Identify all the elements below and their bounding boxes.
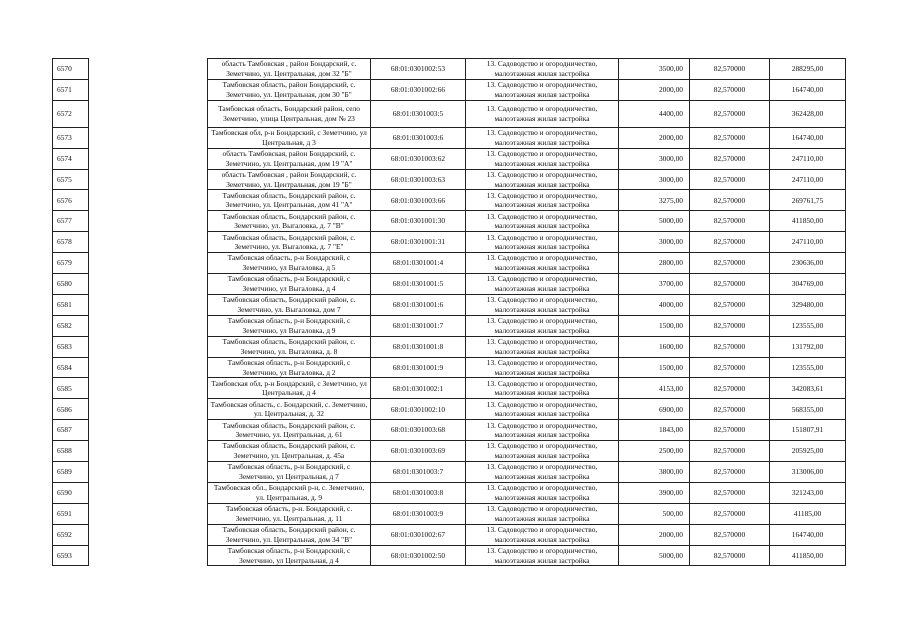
- address-cell: Тамбовская область, Бондарский район, с. Земетчино, ул. Выгаловка, дом 7: [208, 294, 371, 315]
- row-number-cell: 6572: [53, 100, 89, 127]
- cadastral-value-cell: 164740,00: [770, 79, 846, 100]
- area-cell: 3000,00: [619, 148, 690, 169]
- specific-value-cell: 82,570000: [690, 420, 770, 441]
- land-use-cell: 13. Садоводство и огородничество, малоэтажная жилая застройка: [466, 545, 619, 566]
- specific-value-cell: 82,570000: [690, 315, 770, 336]
- empty-cell: [89, 441, 208, 462]
- row-number-cell: 6576: [53, 190, 89, 211]
- row-number-cell: 6583: [53, 336, 89, 357]
- empty-cell: [89, 79, 208, 100]
- area-cell: 1500,00: [619, 315, 690, 336]
- cadastral-number-cell: 68:01:0301001:9: [371, 357, 466, 378]
- specific-value-cell: 82,570000: [690, 357, 770, 378]
- cadastral-number-cell: 68:01:0301003:69: [371, 441, 466, 462]
- area-cell: 2500,00: [619, 441, 690, 462]
- table-row: [53, 253, 846, 274]
- cadastral-number-cell: 68:01:0301003:68: [371, 420, 466, 441]
- table-row: [53, 482, 846, 503]
- area-cell: 2000,00: [619, 524, 690, 545]
- row-number-cell: 6590: [53, 482, 89, 503]
- cadastral-number-cell: 68:01:0301001:8: [371, 336, 466, 357]
- specific-value-cell: 82,570000: [690, 482, 770, 503]
- area-cell: 2000,00: [619, 79, 690, 100]
- address-cell: область Тамбовская , район Бондарский, с. Земетчино, ул. Центральная, дом 19 "Б": [208, 169, 371, 190]
- address-cell: Тамбовская область, Бондарский район, с. Земетчино, ул. Центральная, д. 45а: [208, 441, 371, 462]
- specific-value-cell: 82,570000: [690, 336, 770, 357]
- empty-cell: [89, 462, 208, 483]
- row-number-cell: 6578: [53, 232, 89, 253]
- row-number-cell: 6577: [53, 211, 89, 232]
- cadastral-value-cell: 411850,00: [770, 211, 846, 232]
- table-row: [53, 127, 846, 148]
- land-use-cell: 13. Садоводство и огородничество, малоэтажная жилая застройка: [466, 232, 619, 253]
- empty-cell: [89, 336, 208, 357]
- row-number-cell: 6571: [53, 79, 89, 100]
- empty-cell: [89, 378, 208, 399]
- cadastral-value-cell: 230636,00: [770, 253, 846, 274]
- cadastral-value-cell: 304769,00: [770, 274, 846, 295]
- address-cell: Тамбовская область, Бондарский район, с. Земетчино, ул. Центральная, д. 61: [208, 420, 371, 441]
- table-row: [53, 100, 846, 127]
- row-number-cell: 6570: [53, 59, 89, 80]
- row-number-cell: 6582: [53, 315, 89, 336]
- specific-value-cell: 82,570000: [690, 545, 770, 566]
- row-number-cell: 6593: [53, 545, 89, 566]
- empty-cell: [89, 169, 208, 190]
- empty-cell: [89, 59, 208, 80]
- cadastral-value-cell: 411850,00: [770, 545, 846, 566]
- area-cell: 3700,00: [619, 274, 690, 295]
- address-cell: Тамбовская область, Бондарский район, с. Земетчино, ул. Выгаловка, д. 7 "В": [208, 211, 371, 232]
- cadastral-number-cell: 68:01:0301002:67: [371, 524, 466, 545]
- area-cell: 5000,00: [619, 211, 690, 232]
- empty-cell: [89, 127, 208, 148]
- land-use-cell: 13. Садоводство и огородничество, малоэтажная жилая застройка: [466, 441, 619, 462]
- empty-cell: [89, 524, 208, 545]
- cadastral-value-cell: 164740,00: [770, 127, 846, 148]
- land-use-cell: 13. Садоводство и огородничество, малоэтажная жилая застройка: [466, 378, 619, 399]
- area-cell: 2000,00: [619, 127, 690, 148]
- empty-cell: [89, 399, 208, 420]
- land-use-cell: 13. Садоводство и огородничество, малоэтажная жилая застройка: [466, 482, 619, 503]
- cadastral-value-cell: 151807,91: [770, 420, 846, 441]
- address-cell: Тамбовская обл., Бондарский р-н, с. Земетчино, ул. Центральная, д. 9: [208, 482, 371, 503]
- cadastral-value-cell: 288295,00: [770, 59, 846, 80]
- table-row: [53, 378, 846, 399]
- table-row: [53, 524, 846, 545]
- address-cell: Тамбовская область, р-н Бондарский, с Земетчино, ул Выгаловка, д 2: [208, 357, 371, 378]
- area-cell: 1600,00: [619, 336, 690, 357]
- cadastral-number-cell: 68:01:0301003:5: [371, 100, 466, 127]
- address-cell: Тамбовская область, р-н Бондарский, с Земетчино, ул Выгаловка, д 9: [208, 315, 371, 336]
- row-number-cell: 6575: [53, 169, 89, 190]
- empty-cell: [89, 545, 208, 566]
- area-cell: 1843,00: [619, 420, 690, 441]
- area-cell: 3800,00: [619, 462, 690, 483]
- table-row: [53, 315, 846, 336]
- empty-cell: [89, 274, 208, 295]
- cadastral-value-cell: 164740,00: [770, 524, 846, 545]
- cadastral-number-cell: 68:01:0301002:53: [371, 59, 466, 80]
- cadastral-value-cell: 123555,00: [770, 315, 846, 336]
- area-cell: 1500,00: [619, 357, 690, 378]
- land-use-cell: 13. Садоводство и огородничество, малоэтажная жилая застройка: [466, 169, 619, 190]
- cadastral-value-cell: 247110,00: [770, 148, 846, 169]
- cadastral-number-cell: 68:01:0301003:62: [371, 148, 466, 169]
- empty-cell: [89, 190, 208, 211]
- specific-value-cell: 82,570000: [690, 127, 770, 148]
- address-cell: Тамбовская область, Бондарский район, село Земетчино, улица Центральная, дом № 23: [208, 100, 371, 127]
- land-use-cell: 13. Садоводство и огородничество, малоэтажная жилая застройка: [466, 399, 619, 420]
- row-number-cell: 6587: [53, 420, 89, 441]
- area-cell: 3500,00: [619, 59, 690, 80]
- land-use-cell: 13. Садоводство и огородничество, малоэтажная жилая застройка: [466, 79, 619, 100]
- area-cell: 2800,00: [619, 253, 690, 274]
- cadastral-number-cell: 68:01:0301001:4: [371, 253, 466, 274]
- specific-value-cell: 82,570000: [690, 79, 770, 100]
- address-cell: Тамбовская обл, р-н Бондарский, с Земетчино, ул Центральная, д 3: [208, 127, 371, 148]
- specific-value-cell: 82,570000: [690, 59, 770, 80]
- table-row: [53, 399, 846, 420]
- row-number-cell: 6584: [53, 357, 89, 378]
- address-cell: Тамбовская область, Бондарский район, с. Земетчино, ул. Выгаловка, д. 7 "Е": [208, 232, 371, 253]
- table-row: [53, 190, 846, 211]
- specific-value-cell: 82,570000: [690, 274, 770, 295]
- land-use-cell: 13. Садоводство и огородничество, малоэтажная жилая застройка: [466, 420, 619, 441]
- cadastral-number-cell: 68:01:0301002:50: [371, 545, 466, 566]
- cadastral-number-cell: 68:01:0301002:66: [371, 79, 466, 100]
- land-use-cell: 13. Садоводство и огородничество, малоэтажная жилая застройка: [466, 336, 619, 357]
- specific-value-cell: 82,570000: [690, 232, 770, 253]
- row-number-cell: 6588: [53, 441, 89, 462]
- row-number-cell: 6580: [53, 274, 89, 295]
- empty-cell: [89, 503, 208, 524]
- table-row: [53, 420, 846, 441]
- specific-value-cell: 82,570000: [690, 399, 770, 420]
- address-cell: Тамбовская область, район Бондарский, с. Земетчино, ул. Центральная, дом 30 "Б": [208, 79, 371, 100]
- specific-value-cell: 82,570000: [690, 294, 770, 315]
- cadastral-number-cell: 68:01:0301001:5: [371, 274, 466, 295]
- cadastral-value-table: [52, 58, 846, 566]
- table-row: [53, 503, 846, 524]
- specific-value-cell: 82,570000: [690, 211, 770, 232]
- row-number-cell: 6581: [53, 294, 89, 315]
- cadastral-value-cell: 123555,00: [770, 357, 846, 378]
- specific-value-cell: 82,570000: [690, 503, 770, 524]
- row-number-cell: 6579: [53, 253, 89, 274]
- land-use-cell: 13. Садоводство и огородничество, малоэтажная жилая застройка: [466, 524, 619, 545]
- cadastral-value-cell: 41185,00: [770, 503, 846, 524]
- address-cell: Тамбовская область, р-н Бондарский, с Земетчино, ул Выгаловка, д 5: [208, 253, 371, 274]
- address-cell: Тамбовская область, р-н. Бондарский, с. Земетчино, ул. Центральная, д. 11: [208, 503, 371, 524]
- table-row: [53, 211, 846, 232]
- cadastral-number-cell: 68:01:0301003:7: [371, 462, 466, 483]
- specific-value-cell: 82,570000: [690, 253, 770, 274]
- row-number-cell: 6592: [53, 524, 89, 545]
- cadastral-value-cell: 329480,00: [770, 294, 846, 315]
- table-row: [53, 169, 846, 190]
- table-row: [53, 274, 846, 295]
- address-cell: Тамбовская область, р-н Бондарский, с Земетчино, ул Центральная, д 7: [208, 462, 371, 483]
- area-cell: 5000,00: [619, 545, 690, 566]
- area-cell: 4000,00: [619, 294, 690, 315]
- land-use-cell: 13. Садоводство и огородничество, малоэтажная жилая застройка: [466, 294, 619, 315]
- cadastral-number-cell: 68:01:0301003:66: [371, 190, 466, 211]
- land-use-cell: 13. Садоводство и огородничество, малоэтажная жилая застройка: [466, 190, 619, 211]
- cadastral-value-cell: 342083,61: [770, 378, 846, 399]
- row-number-cell: 6574: [53, 148, 89, 169]
- empty-cell: [89, 315, 208, 336]
- empty-cell: [89, 232, 208, 253]
- address-cell: Тамбовская область, Бондарский район, с. Земетчино, ул. Центральная, дом 41 "А": [208, 190, 371, 211]
- address-cell: Тамбовская область, Бондарский район, с. Земетчино, ул. Центральная, дом 34 "В": [208, 524, 371, 545]
- table-row: [53, 232, 846, 253]
- table-row: [53, 59, 846, 80]
- address-cell: Тамбовская область, р-н Бондарский, с Земетчино, ул Центральная, д 4: [208, 545, 371, 566]
- specific-value-cell: 82,570000: [690, 524, 770, 545]
- table-row: [53, 79, 846, 100]
- area-cell: 3900,00: [619, 482, 690, 503]
- area-cell: 3275,00: [619, 190, 690, 211]
- empty-cell: [89, 357, 208, 378]
- specific-value-cell: 82,570000: [690, 378, 770, 399]
- empty-cell: [89, 148, 208, 169]
- specific-value-cell: 82,570000: [690, 169, 770, 190]
- land-use-cell: 13. Садоводство и огородничество, малоэтажная жилая застройка: [466, 100, 619, 127]
- land-use-cell: 13. Садоводство и огородничество, малоэтажная жилая застройка: [466, 127, 619, 148]
- cadastral-value-cell: 247110,00: [770, 232, 846, 253]
- row-number-cell: 6591: [53, 503, 89, 524]
- table-row: [53, 357, 846, 378]
- cadastral-number-cell: 68:01:0301001:6: [371, 294, 466, 315]
- cadastral-value-cell: 131792,00: [770, 336, 846, 357]
- cadastral-value-cell: 247110,00: [770, 169, 846, 190]
- address-cell: область Тамбовская , район Бондарский, с. Земетчино, ул. Центральная, дом 32 "Б": [208, 59, 371, 80]
- land-use-cell: 13. Садоводство и огородничество, малоэтажная жилая застройка: [466, 357, 619, 378]
- land-use-cell: 13. Садоводство и огородничество, малоэтажная жилая застройка: [466, 503, 619, 524]
- cadastral-number-cell: 68:01:0301002:1: [371, 378, 466, 399]
- land-use-cell: 13. Садоводство и огородничество, малоэтажная жилая застройка: [466, 59, 619, 80]
- area-cell: 3000,00: [619, 232, 690, 253]
- cadastral-value-cell: 205925,00: [770, 441, 846, 462]
- address-cell: область Тамбовская, район Бондарский, с. Земетчино, ул. Центральная, дом 19 "А": [208, 148, 371, 169]
- table-row: [53, 148, 846, 169]
- cadastral-number-cell: 68:01:0301001:7: [371, 315, 466, 336]
- cadastral-value-cell: 269761,75: [770, 190, 846, 211]
- cadastral-value-cell: 568355,00: [770, 399, 846, 420]
- empty-cell: [89, 253, 208, 274]
- cadastral-value-cell: 321243,00: [770, 482, 846, 503]
- empty-cell: [89, 482, 208, 503]
- table-row: [53, 545, 846, 566]
- table-body: [53, 59, 846, 566]
- cadastral-value-cell: 362428,00: [770, 100, 846, 127]
- cadastral-number-cell: 68:01:0301003:6: [371, 127, 466, 148]
- address-cell: Тамбовская область, с. Бондарский, с. Земетчино, ул. Центральная, д. 32: [208, 399, 371, 420]
- land-use-cell: 13. Садоводство и огородничество, малоэтажная жилая застройка: [466, 315, 619, 336]
- cadastral-number-cell: 68:01:0301003:9: [371, 503, 466, 524]
- row-number-cell: 6585: [53, 378, 89, 399]
- row-number-cell: 6589: [53, 462, 89, 483]
- land-use-cell: 13. Садоводство и огородничество, малоэтажная жилая застройка: [466, 462, 619, 483]
- address-cell: Тамбовская обл, р-н Бондарский, с Земетчино, ул Центральная, д 4: [208, 378, 371, 399]
- address-cell: Тамбовская область, р-н Бондарский, с Земетчино, ул Выгаловка, д 4: [208, 274, 371, 295]
- address-cell: Тамбовская область, Бондарский район, с. Земетчино, ул. Выгаловка, д. 8: [208, 336, 371, 357]
- row-number-cell: 6586: [53, 399, 89, 420]
- land-use-cell: 13. Садоводство и огородничество, малоэтажная жилая застройка: [466, 253, 619, 274]
- empty-cell: [89, 100, 208, 127]
- land-use-cell: 13. Садоводство и огородничество, малоэтажная жилая застройка: [466, 274, 619, 295]
- table-row: [53, 441, 846, 462]
- specific-value-cell: 82,570000: [690, 100, 770, 127]
- specific-value-cell: 82,570000: [690, 462, 770, 483]
- table-row: [53, 294, 846, 315]
- table-row: [53, 462, 846, 483]
- empty-cell: [89, 211, 208, 232]
- cadastral-number-cell: 68:01:0301002:10: [371, 399, 466, 420]
- specific-value-cell: 82,570000: [690, 148, 770, 169]
- cadastral-number-cell: 68:01:0301003:8: [371, 482, 466, 503]
- land-use-cell: 13. Садоводство и огородничество, малоэтажная жилая застройка: [466, 211, 619, 232]
- area-cell: 500,00: [619, 503, 690, 524]
- area-cell: 4400,00: [619, 100, 690, 127]
- table-row: [53, 336, 846, 357]
- area-cell: 6900,00: [619, 399, 690, 420]
- empty-cell: [89, 294, 208, 315]
- row-number-cell: 6573: [53, 127, 89, 148]
- area-cell: 4153,00: [619, 378, 690, 399]
- cadastral-number-cell: 68:01:0301001:31: [371, 232, 466, 253]
- empty-cell: [89, 420, 208, 441]
- cadastral-value-cell: 313006,00: [770, 462, 846, 483]
- cadastral-number-cell: 68:01:0301001:30: [371, 211, 466, 232]
- cadastral-number-cell: 68:01:0301003:63: [371, 169, 466, 190]
- specific-value-cell: 82,570000: [690, 190, 770, 211]
- area-cell: 3000,00: [619, 169, 690, 190]
- land-use-cell: 13. Садоводство и огородничество, малоэтажная жилая застройка: [466, 148, 619, 169]
- specific-value-cell: 82,570000: [690, 441, 770, 462]
